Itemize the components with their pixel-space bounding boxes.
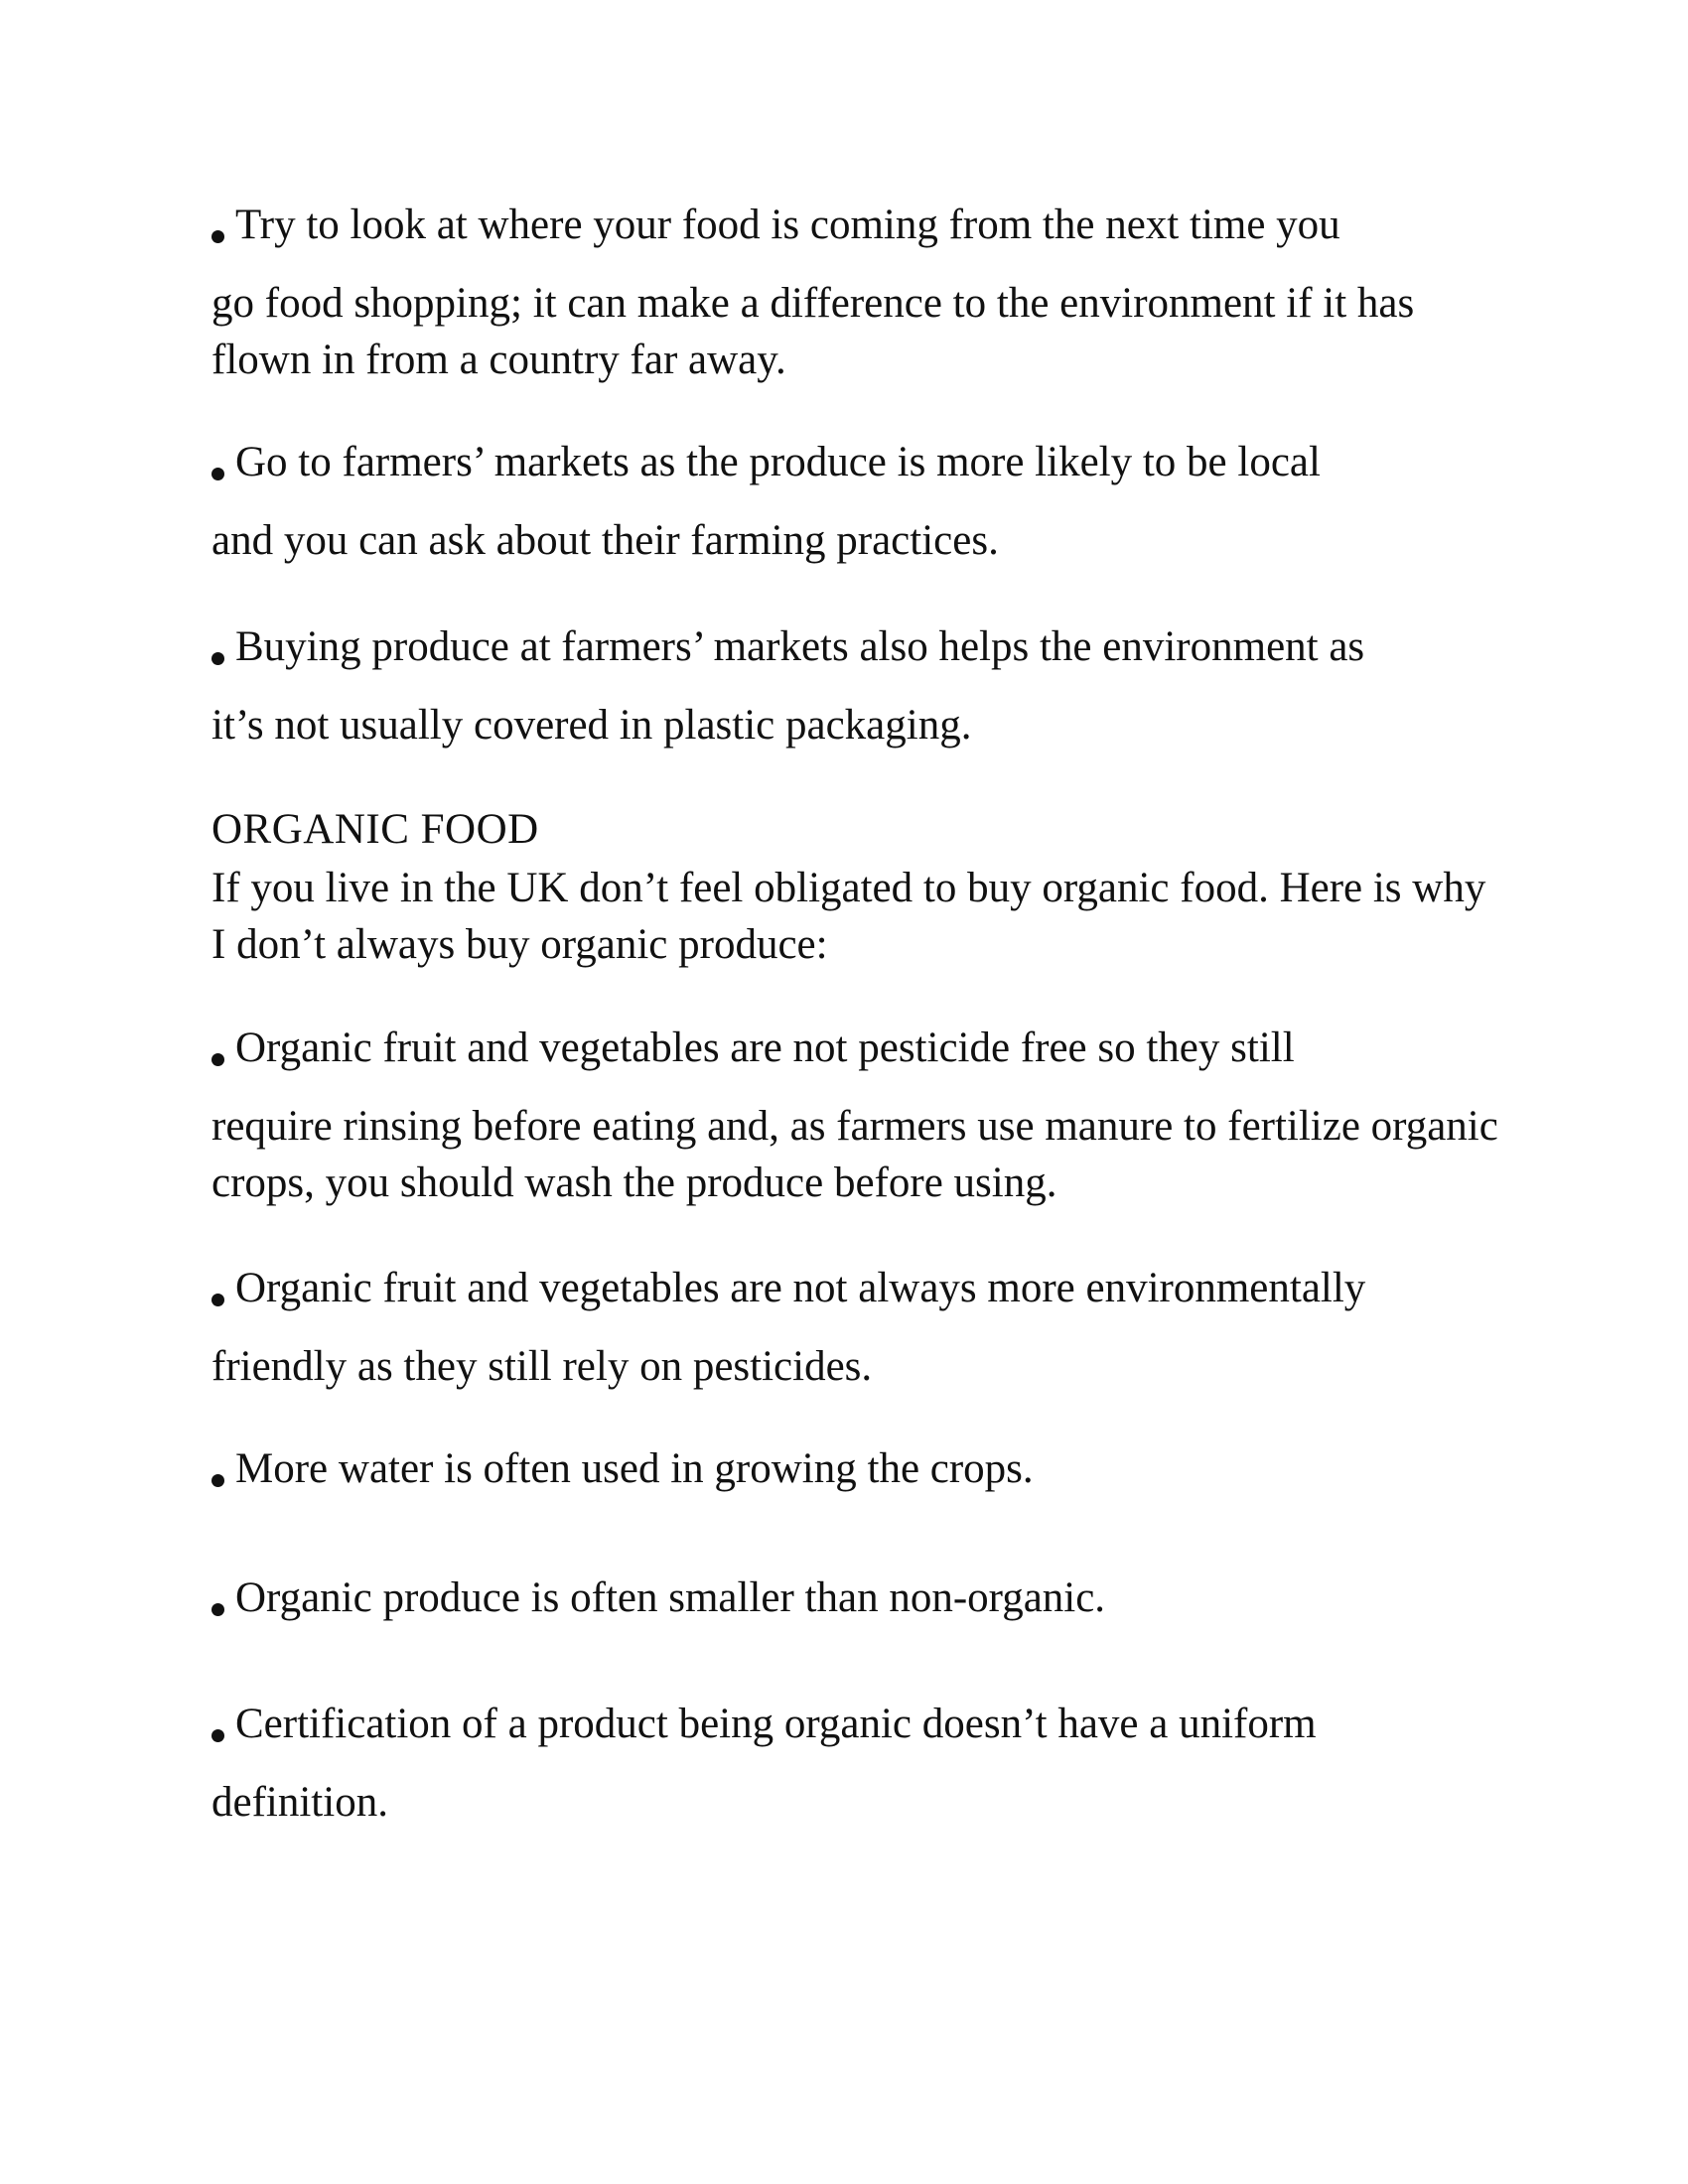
bullet-first-line: Try to look at where your food is coming from the next time you (235, 202, 1340, 248)
bullet-first-line: More water is often used in growing the crops. (235, 1445, 1034, 1492)
bullet-dot-icon (211, 1294, 224, 1306)
bullet-item-smaller-produce (211, 1569, 1502, 1628)
bullet-continuation: and you can ask about their farming practices. (211, 517, 999, 564)
section-intro: If you live in the UK don’t feel obligated to buy organic food. Here is why I don’t always buy organic produce: (211, 865, 1486, 968)
bullet-first-line: Organic fruit and vegetables are not pesticide free so they still (235, 1024, 1295, 1071)
bullet-item-pesticide-free (211, 1019, 1502, 1211)
section-heading: ORGANIC FOOD (211, 806, 539, 853)
bullet-dot-icon (211, 1603, 224, 1616)
bullet-dot-icon (211, 1474, 224, 1487)
bullet-item-certification (211, 1695, 1502, 1831)
bullet-dot-icon (211, 1729, 224, 1742)
bullet-first-line: Certification of a product being organic doesn’t have a uniform (235, 1701, 1317, 1747)
bullet-item-farmers-markets (211, 433, 1502, 569)
bullet-item-more-water (211, 1439, 1502, 1499)
bullet-dot-icon (211, 1053, 224, 1066)
bullet-item-environmentally-friendly (211, 1259, 1502, 1395)
bullet-first-line: Organic fruit and vegetables are not always more environmentally (235, 1265, 1366, 1311)
bullet-continuation: go food shopping; it can make a difference to the environment if it has flown in from a country far away. (211, 280, 1415, 383)
bullet-first-line: Go to farmers’ markets as the produce is more likely to be local (235, 439, 1321, 485)
bullet-continuation: require rinsing before eating and, as farmers use manure to fertilize organic crops, you should wash the produce before using. (211, 1103, 1498, 1206)
bullet-dot-icon (211, 230, 224, 243)
bullet-item-food-origin (211, 196, 1502, 388)
bullet-continuation: it’s not usually covered in plastic packaging. (211, 702, 972, 749)
bullet-continuation: friendly as they still rely on pesticides. (211, 1343, 873, 1390)
bullet-dot-icon (211, 652, 224, 665)
bullet-dot-icon (211, 468, 224, 480)
bullet-first-line: Buying produce at farmers’ markets also helps the environment as (235, 623, 1365, 670)
bullet-first-line: Organic produce is often smaller than non-organic. (235, 1574, 1106, 1621)
bullet-item-plastic-packaging (211, 617, 1502, 753)
bullet-continuation: definition. (211, 1779, 388, 1826)
